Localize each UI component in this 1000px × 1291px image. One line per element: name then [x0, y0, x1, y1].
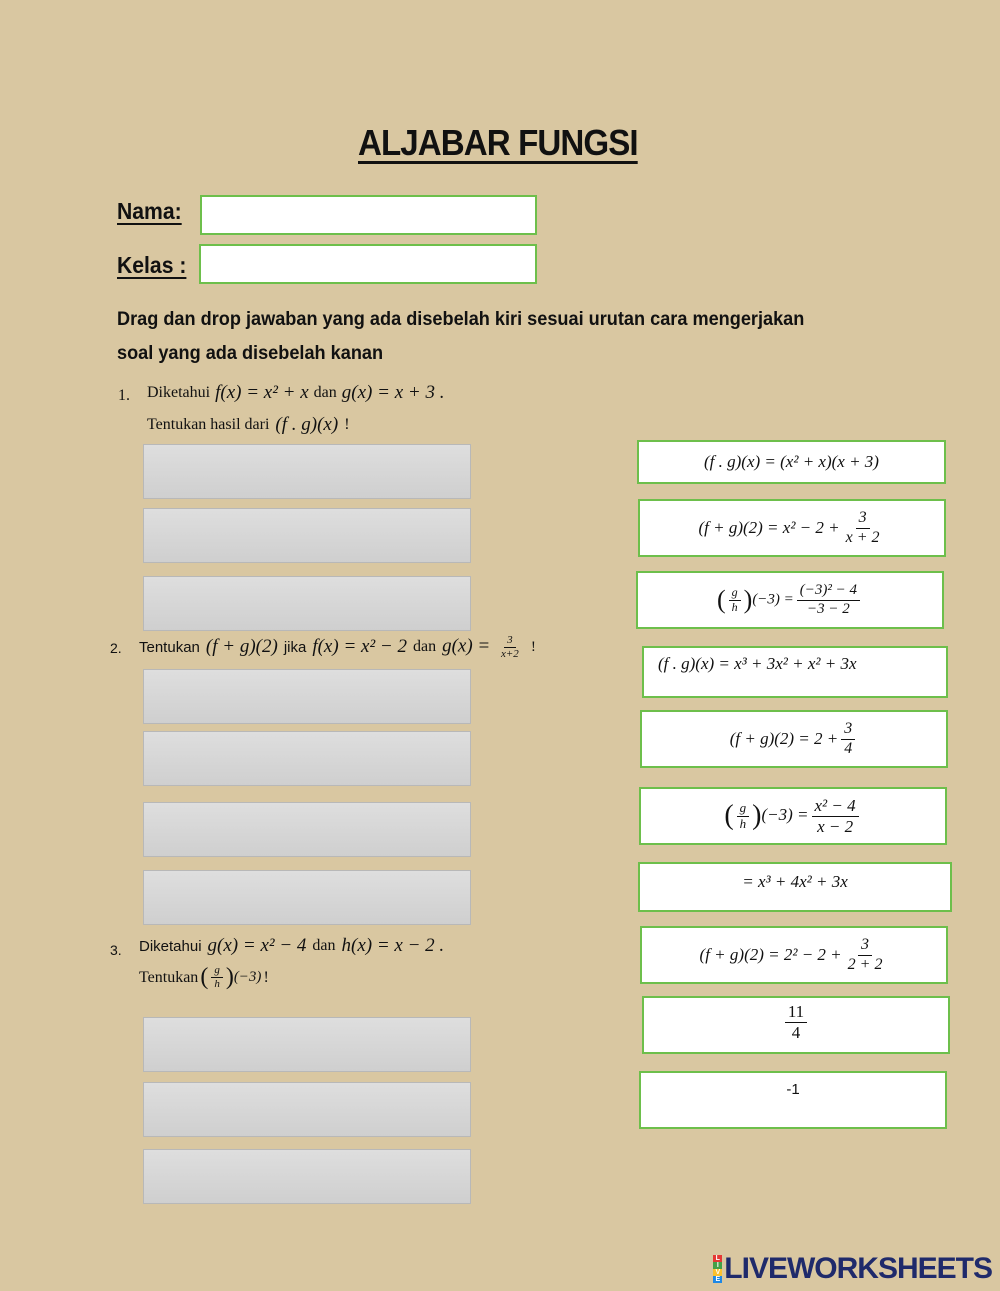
instruction-text: Drag dan drop jawaban yang ada disebelah kiri sesuai urutan cara mengerjakan soal yang ada disebelah kanan — [117, 308, 805, 364]
question-2-jika: jika — [283, 638, 307, 656]
answer-card-gh-general[interactable]: ( $\frac{g}{h}$ )(−3) = $\frac{\text{x² − 4}}{x - 2}$ — [639, 787, 947, 845]
answer-card-fg-sum-numeric[interactable]: (f + g)(2) = 2² − 2 + $\frac{3}{2 + 2}$ — [640, 926, 948, 984]
question-1-line1 — [147, 382, 444, 404]
nama-input[interactable] — [200, 195, 537, 235]
answer-card-fg-product[interactable]: (f . g)(x) = (x² + x)(x + 3) — [637, 440, 946, 484]
question-1-number: 1. — [118, 387, 130, 404]
question-1-expr: (f . g)(x) — [275, 414, 339, 435]
drop-zone-2b[interactable] — [143, 731, 471, 786]
question-3-number: 3. — [110, 942, 122, 958]
kelas-input[interactable] — [199, 244, 537, 284]
answer-card-fg-expanded[interactable]: (f . g)(x) = x³ + 3x² + x² + 3x — [642, 646, 948, 698]
question-3-line1 — [139, 935, 444, 957]
drop-zone-2d[interactable] — [143, 870, 471, 925]
answer-card-negative-one[interactable] — [639, 1071, 947, 1129]
question-1-line2: Tentukan hasil dari (f . g)(x) ! — [147, 414, 350, 435]
nama-label: Nama: — [117, 198, 182, 224]
question-3-dan: dan — [312, 937, 336, 954]
drop-zone-2c[interactable] — [143, 802, 471, 857]
question-2-g-def: g(x) = $\frac{3}{x+2}$ — [442, 634, 519, 660]
drop-zone-1c[interactable] — [143, 576, 471, 631]
question-1-f-def: f(x) = x² + x — [215, 382, 309, 403]
drop-zone-1b[interactable] — [143, 508, 471, 563]
logo-text: LIVEWORKSHEETS — [724, 1252, 992, 1285]
question-2-line: Tentukan (f + g)(2) jika f(x) = x² − 2 dan g(x) = $\frac{3}{x+2}$ ! — [139, 634, 536, 660]
question-2-expr: (f + g)(2) — [205, 636, 278, 658]
drop-zone-2a[interactable] — [143, 669, 471, 724]
question-3-prefix: Diketahui — [139, 937, 202, 955]
page-title: ALJABAR FUNGSI — [358, 122, 638, 163]
card-fraction-numerator: 11 — [785, 1002, 807, 1023]
drop-zone-3b[interactable] — [143, 1082, 471, 1137]
drop-zone-3c[interactable] — [143, 1149, 471, 1204]
question-1-prefix: Diketahui — [147, 384, 211, 401]
question-1-g-def: g(x) = x + 3 . — [341, 382, 445, 403]
question-3-h-def: h(x) = x − 2 . — [341, 935, 445, 956]
question-2-dan: dan — [412, 638, 437, 656]
answer-card-fg-simplified[interactable]: = x³ + 4x² + 3x — [638, 862, 952, 912]
answer-card-fg-sum-partial[interactable]: (f + g)(2) = 2 + $\frac{3}{4}$ — [640, 710, 948, 768]
answer-card-gh-substitute[interactable]: ( $\frac{g}{h}$ )(−3) = $\frac{\text{(−3)² − 4}}{-3 - 2}$ — [636, 571, 944, 629]
question-2-f-def: f(x) = x² − 2 — [312, 636, 407, 658]
question-3-expr: ( $\frac{g}{h}$ )(−3) — [200, 964, 262, 990]
answer-card-fg-sum-substitute[interactable]: (f + g)(2) = x² − 2 + $\frac{3}{x + 2}$ — [638, 499, 946, 557]
logo-badge-icon: L I V E — [713, 1255, 722, 1283]
liveworksheets-logo — [713, 1252, 992, 1286]
question-2-number: 2. — [110, 640, 122, 656]
drop-zone-1a[interactable] — [143, 444, 471, 499]
card-fraction-denominator: 4 — [791, 1022, 801, 1042]
question-3-line2: Tentukan ( $\frac{g}{h}$ )(−3) ! — [139, 964, 269, 990]
question-2-prefix: Tentukan — [139, 638, 200, 656]
drop-zone-3a[interactable] — [143, 1017, 471, 1072]
question-1-dan: dan — [313, 384, 337, 401]
question-3-g-def: g(x) = x² − 4 — [207, 935, 307, 956]
card-negative-one-text: -1 — [786, 1081, 800, 1098]
answer-card-eleven-fourths[interactable] — [642, 996, 950, 1054]
kelas-label: Kelas : — [117, 252, 187, 278]
question-1-task: Tentukan hasil dari — [147, 416, 270, 433]
question-3-task: Tentukan — [139, 968, 199, 986]
